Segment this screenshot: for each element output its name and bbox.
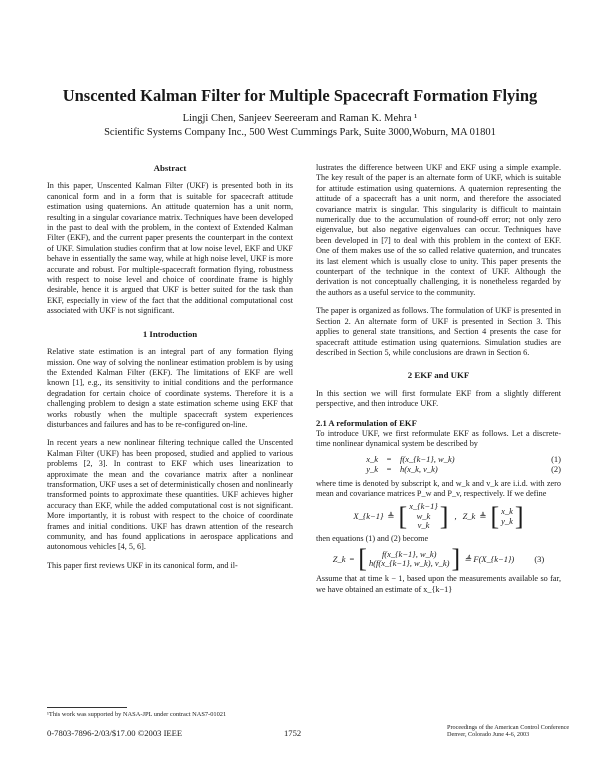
def-z-vector: [ x_k y_k ] — [490, 501, 524, 531]
last-paragraph: Assume that at time k − 1, based upon the measurements available so far, we have obtained an estimate of x_{k−1} — [316, 574, 561, 594]
def-z-entry: x_k — [501, 506, 513, 517]
footnote: ¹This work was supported by NASA-JPL under contract NAS7-01021 — [47, 711, 227, 718]
paper-title: Unscented Kalman Filter for Multiple Spacecraft Formation Flying — [62, 86, 538, 105]
paper-affiliation: Scientific Systems Company Inc., 500 West Cummings Park, Suite 3000,Woburn, MA 01801 — [104, 127, 496, 138]
eq2-rel: = — [386, 464, 392, 475]
def-x-entry: w_k — [416, 510, 431, 521]
intro-paragraph-2: In recent years a new nonlinear filtering technique called the Unscented Kalman Filter (UKF) has been proposed, studied and applied to various problems [2, 3]. In contrast to EKF which uses linearization to approximate the mean and the covariance matrix after a nonlinear transformation, UKF uses a set of deterministically chosen and nonlinearly transformed points to approximate these quantities. UKF achieves higher accuracy than EKF, while the added computational cost is not significant. More importantly, it is robust with respect to the choice of coordinate frames and initial conditions. UKF has drawn attention of the research community, and has found applications in aerospace applications and autonomous vehicles [4, 5, 6]. — [47, 438, 293, 552]
footnote-rule — [47, 707, 127, 708]
eq2-rhs: h(x_k, v_k) — [400, 464, 438, 475]
paper-authors: Lingji Chen, Sanjeev Seereeram and Raman K. Mehra ¹ — [182, 113, 418, 124]
eq3-lhs: Z_k — [332, 554, 346, 565]
then-text: then equations (1) and (2) become — [316, 533, 429, 543]
organization-paragraph: The paper is organized as follows. The formulation of UKF is presented in Section 2. An alternate form of UKF is presented in Section 3. This applies to general state transitions, and Section 4 presents the case for spacecraft attitude estimation using quaternions. Simulation studies are described in Section 5, while conclusions are drawn in Section 6. — [316, 306, 561, 357]
intro-paragraph-1: Relative state estimation is an integral part of any formation flying mission. One way of solving the nonlinear estimation problem is by using the Extended Kalman Filter (EKF). The limitations of EKF are well known [1], e.g., its sensitivity to initial conditions and the performance degradation for certain choice of coordinate systems. Therefore it is a challenging problem to design a state estimation scheme using EKF that works robustly when the multiple spacecraft system experiences disturbances and failures and has to be re-configured on-line. — [47, 347, 293, 429]
subsection-2-1-text: To introduce UKF, we first reformulate EKF as follows. Let a discrete-time nonlinear dynamical system be described by — [316, 428, 561, 449]
proceedings-line: Denver, Colorado June 4-6, 2003 — [447, 731, 530, 739]
section-2-heading: 2 EKF and UKF — [407, 370, 470, 381]
eq1-lhs: x_k — [366, 453, 378, 464]
def-x-entry: x_{k−1} — [409, 501, 438, 512]
eq1-rel: = — [386, 453, 392, 464]
eq2-lhs: y_k — [366, 464, 378, 475]
intro-heading: 1 Introduction — [142, 328, 198, 339]
def-x-entry: v_k — [417, 520, 430, 531]
definition-equation: X_{k−1} ≜ [ x_{k−1} w_k v_k ] , Z_k ≜ [ x_k y_k ] — [353, 501, 524, 531]
equation-2 — [316, 464, 561, 474]
def-z-entry: y_k — [501, 515, 513, 526]
def-z-rel: ≜ — [479, 511, 487, 522]
def-x-lhs: X_{k−1} — [353, 511, 384, 522]
right-column — [316, 163, 561, 595]
section-2-intro: In this section we will first formulate EKF from a slightly different perspective, and then introduce UKF. — [316, 388, 561, 409]
eq2-number: (2) — [551, 464, 561, 475]
eq1-rhs: f(x_{k−1}, w_k) — [400, 453, 455, 464]
isbn-line: 0-7803-7896-2/03/$17.00 ©2003 IEEE — [47, 728, 183, 738]
intro-paragraph-3: This paper first reviews UKF in its canonical form, and il- — [47, 560, 238, 570]
def-x-vector: [ x_{k−1} w_k v_k ] — [398, 501, 449, 531]
text-after-equations: where time is denoted by subscript k, and w_k and v_k are i.i.d. with zero mean and covariance matrices P_w and P_v, respectively. If we define — [316, 478, 561, 498]
proceedings-note — [447, 724, 569, 738]
eq1-number: (1) — [551, 453, 561, 464]
abstract-text: In this paper, Unscented Kalman Filter (UKF) is presented both in its canonical form and in a form that is suitable for spacecraft attitude estimation using quaternions. An attitude quaternion has a unit norm, resulting in a singular covariance matrix. Techniques have been developed in the past to deal with the problem, in the context of Extended Kalman Filter (EKF), and the current paper presents the counterpart in the context of UKF. Simulation studies confirm that at low noise level, EKF and UKF behave in essentially the same way, while at high noise level, UKF is more accurate and robust. For multiple-spacecraft formation flying, robustness with respect to noise level and choice of coordinate frame is highly desirable, hence it is argued that UKF is better suited for the task than EKF, especially in view of the fact that the additional computational cost associated with UKF is not significant. — [47, 181, 293, 316]
eq3-number: (3) — [534, 554, 545, 565]
proceedings-line: Proceedings of the American Control Conference — [447, 724, 570, 731]
abstract-heading: Abstract — [153, 163, 187, 173]
eq3-entry: h(f(x_{k−1}, w_k), v_k) — [368, 558, 450, 569]
eq3-vector: [ f(x_{k−1}, w_k) h(f(x_{k−1}, w_k), v_k) ] — [358, 544, 461, 574]
eq3-rhs: ≜ F(X_{k−1}) — [464, 554, 515, 565]
def-z-lhs: Z_k — [462, 511, 476, 522]
subsection-2-1-heading: 2.1 A reformulation of EKF — [316, 417, 417, 428]
eq3-entry: f(x_{k−1}, w_k) — [381, 548, 437, 559]
page-number: 1752 — [284, 728, 302, 738]
def-x-rel: ≜ — [387, 511, 395, 522]
intro-continued-paragraph: lustrates the difference between UKF and EKF using a simple example. The key result of the paper is an alternate form of UKF, which is suitable for attitude estimation using quaternions. A quaternion representing the attitude of a spacecraft has a unit norm, and therefore the associated covariance matrix is singular. This singularity is difficult to maintain numerically due to the accumulation of round-off error; not only zero eigenvalue, but also negative eigenvalues can occur. Techniques have been developed in [7] to deal with this problem in the context of EKF. One of them makes use of the so called relative quaternion, and truncates its last element which is usually close to unity. This paper presents the counterpart of the technique in the context of UKF. Although the derivation is not conceptually challenging, it is nonetheless regarded by the authors as a useful service to the community. — [316, 163, 561, 297]
equation-3: Z_k = [ f(x_{k−1}, w_k) h(f(x_{k−1}, w_k), v_k) ] ≜ F(X_{k−1}) (3) — [332, 544, 545, 574]
left-column — [47, 163, 293, 571]
equation-1 — [316, 454, 561, 464]
